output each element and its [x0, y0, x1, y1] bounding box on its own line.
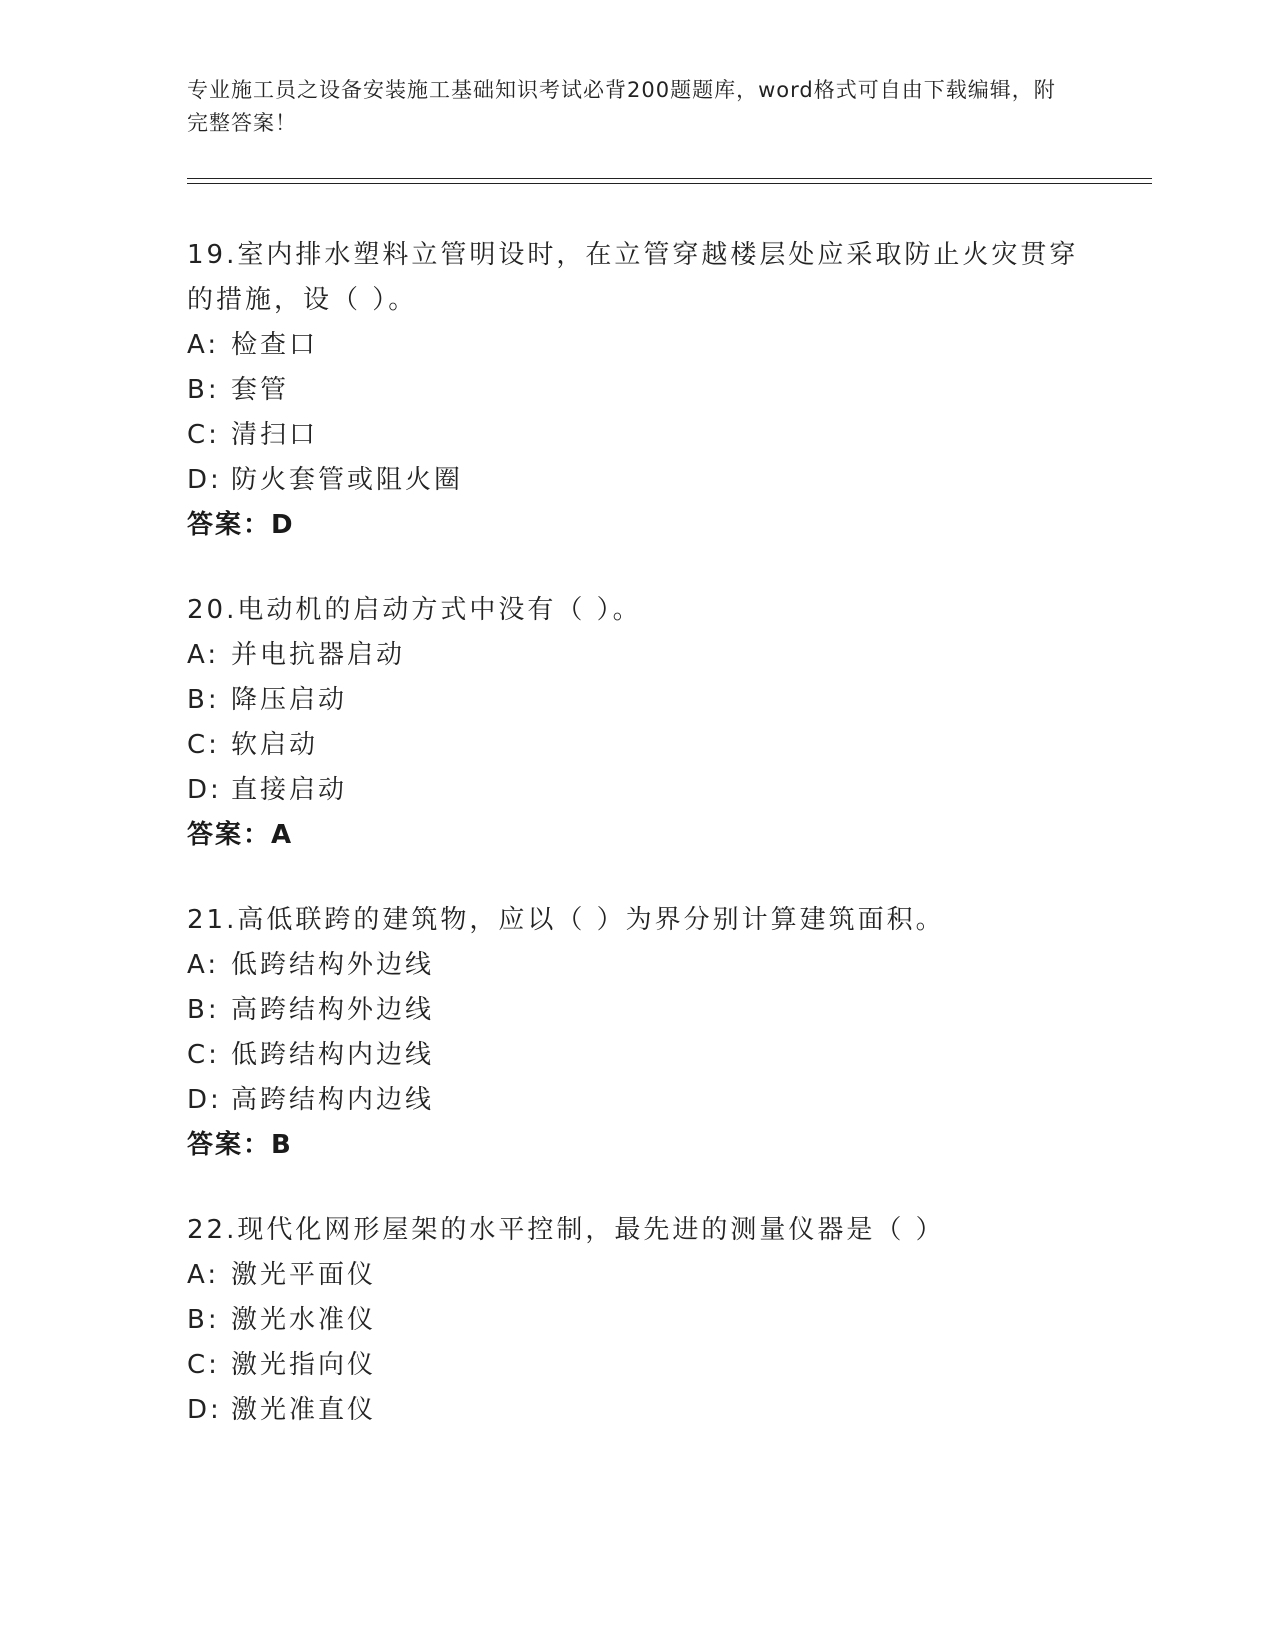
option-text: 直接启动 — [231, 775, 348, 805]
option-key: B: — [187, 685, 220, 715]
option-key: D: — [187, 1085, 222, 1115]
answer-line: 答案：B — [187, 1130, 293, 1160]
option-text: 高跨结构外边线 — [231, 995, 435, 1025]
document-header: 专业施工员之设备安装施工基础知识考试必背200题题库，word格式可自由下载编辑，附完整答案！ — [187, 78, 1056, 135]
option-d — [187, 768, 1107, 813]
option-b — [187, 678, 1107, 723]
option-key: C: — [187, 730, 220, 760]
question-20 — [187, 588, 1107, 858]
option-text: 低跨结构外边线 — [231, 950, 435, 980]
option-c — [187, 723, 1107, 768]
option-text: 检查口 — [231, 330, 319, 360]
question-22 — [187, 1208, 1107, 1433]
option-b — [187, 1298, 1107, 1343]
option-b — [187, 368, 1107, 413]
option-key: C: — [187, 420, 220, 450]
header-rule-bottom — [187, 183, 1152, 184]
question-stem: 19.室内排水塑料立管明设时，在立管穿越楼层处应采取防止火灾贯穿的措施，设（ ）。 — [187, 240, 1079, 315]
option-text: 高跨结构内边线 — [231, 1085, 435, 1115]
option-key: A: — [187, 950, 220, 980]
question-21 — [187, 898, 1107, 1168]
question-stem: 20.电动机的启动方式中没有（ ）。 — [187, 595, 642, 625]
option-a — [187, 943, 1107, 988]
option-text: 软启动 — [231, 730, 319, 760]
option-key: D: — [187, 465, 222, 495]
option-text: 激光指向仪 — [231, 1350, 377, 1380]
question-stem: 22.现代化网形屋架的水平控制，最先进的测量仪器是（ ） — [187, 1215, 945, 1245]
option-text: 并电抗器启动 — [231, 640, 406, 670]
option-c — [187, 1343, 1107, 1388]
question-list — [187, 233, 1107, 1473]
option-a — [187, 633, 1107, 678]
option-text: 防火套管或阻火圈 — [231, 465, 464, 495]
option-key: A: — [187, 330, 220, 360]
option-text: 低跨结构内边线 — [231, 1040, 435, 1070]
option-d — [187, 1388, 1107, 1433]
option-key: A: — [187, 1260, 220, 1290]
option-text: 激光水准仪 — [231, 1305, 377, 1335]
option-d — [187, 1078, 1107, 1123]
option-text: 套管 — [231, 375, 290, 405]
option-text: 降压启动 — [231, 685, 348, 715]
option-key: D: — [187, 1395, 222, 1425]
option-key: C: — [187, 1040, 220, 1070]
option-b — [187, 988, 1107, 1033]
option-text: 激光平面仪 — [231, 1260, 377, 1290]
option-key: B: — [187, 1305, 220, 1335]
option-text: 清扫口 — [231, 420, 319, 450]
option-c — [187, 1033, 1107, 1078]
header-rule-top — [187, 178, 1152, 179]
option-key: B: — [187, 995, 220, 1025]
question-stem: 21.高低联跨的建筑物，应以（ ）为界分别计算建筑面积。 — [187, 905, 945, 935]
option-key: B: — [187, 375, 220, 405]
question-19 — [187, 233, 1107, 548]
answer-line: 答案：A — [187, 820, 294, 850]
option-key: D: — [187, 775, 222, 805]
option-key: A: — [187, 640, 220, 670]
option-a — [187, 323, 1107, 368]
answer-line: 答案：D — [187, 510, 295, 540]
option-c — [187, 413, 1107, 458]
option-text: 激光准直仪 — [231, 1395, 377, 1425]
option-key: C: — [187, 1350, 220, 1380]
option-d — [187, 458, 1107, 503]
option-a — [187, 1253, 1107, 1298]
